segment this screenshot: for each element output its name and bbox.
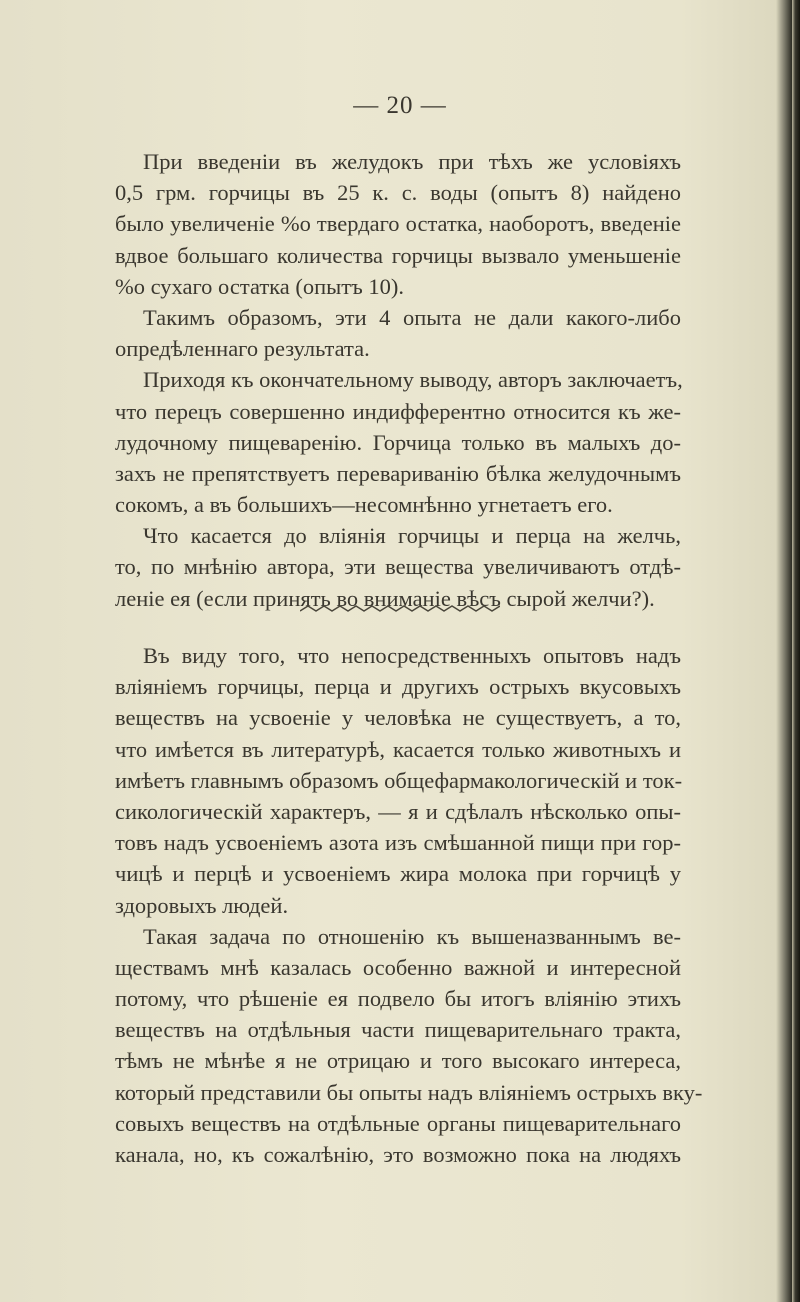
text-line: канала, но, къ сожалѣнію, это возможно пока на людяхъ: [115, 1142, 681, 1167]
text-line: тѣмъ не мѣнѣе я не отрицаю и того высокаго интереса,: [115, 1048, 681, 1074]
text-line: вдвое большаго количества горчицы вызвало уменьшеніе: [115, 242, 681, 268]
section-divider-ornament: [300, 603, 500, 619]
text-line: совыхъ веществъ на отдѣльные органы пищеварительнаго: [115, 1110, 681, 1136]
text-line: Такимъ образомъ, эти 4 опыта не дали какого-либо: [143, 304, 681, 330]
text-line: леніе ея (если принять во вниманіе вѣсъ сырой желчи?).: [115, 585, 655, 611]
text-line: было увеличеніе %о твердаго остатка, наоборотъ, введеніе: [115, 211, 681, 237]
text-line: При введеніи въ желудокъ при тѣхъ же условіяхъ: [143, 149, 681, 174]
text-line: веществъ на усвоеніе у человѣка не существуетъ, а то,: [115, 705, 681, 731]
text-line: здоровыхъ людей.: [115, 892, 289, 918]
page-edge: [792, 0, 800, 1302]
text-line: товъ надъ усвоеніемъ азота изъ смѣшанной пищи при гор-: [115, 830, 681, 856]
text-line: захъ не препятствуетъ перевариванію бѣлка желудочнымъ: [115, 460, 681, 486]
page-number: — 20 —: [353, 92, 447, 119]
text-block-bottom: [115, 640, 703, 1170]
text-line: Приходя къ окончательному выводу, авторъ заключаетъ,: [143, 367, 683, 393]
text-line: сикологическій характеръ, — я и сдѣлалъ нѣсколько опы-: [115, 798, 681, 824]
text-block-top: [115, 146, 681, 614]
text-line: Въ виду того, что непосредственныхъ опытовъ надъ: [143, 643, 681, 668]
text-line: который представили бы опыты надъ вліяніемъ острыхъ вку-: [115, 1079, 703, 1105]
text-line: потому, что рѣшеніе ея подвело бы итогъ вліянію этихъ: [115, 986, 681, 1012]
text-line: сокомъ, а въ большихъ—несомнѣнно угнетаетъ его.: [115, 492, 613, 518]
text-line: веществъ на отдѣльныя части пищеварительнаго тракта,: [115, 1017, 681, 1043]
text-line: чицѣ и перцѣ и усвоеніемъ жира молока при горчицѣ у: [115, 861, 681, 887]
text-line: то, по мнѣнію автора, эти вещества увеличиваютъ отдѣ-: [115, 554, 681, 580]
text-line: %о сухаго остатка (опытъ 10).: [115, 273, 404, 299]
text-line: что перецъ совершенно индифферентно относится къ же-: [115, 398, 681, 424]
text-line: Такая задача по отношенію къ вышеназваннымъ ве-: [143, 923, 681, 949]
text-line: лудочному пищеваренію. Горчица только въ малыхъ до-: [115, 429, 681, 455]
text-line: Что касается до вліянія горчицы и перца на желчь,: [143, 523, 681, 549]
text-line: что имѣется въ литературѣ, касается только животныхъ и: [115, 736, 681, 762]
text-line: опредѣленнаго результата.: [115, 336, 370, 362]
text-line: ществамъ мнѣ казалась особенно важной и интересной: [115, 954, 681, 980]
text-line: вліяніемъ горчицы, перца и другихъ острыхъ вкусовыхъ: [115, 674, 681, 700]
text-line: 0,5 грм. горчицы въ 25 к. с. воды (опытъ 8) найдено: [115, 180, 681, 206]
text-line: имѣетъ главнымъ образомъ общефармакологическій и ток-: [115, 767, 683, 793]
